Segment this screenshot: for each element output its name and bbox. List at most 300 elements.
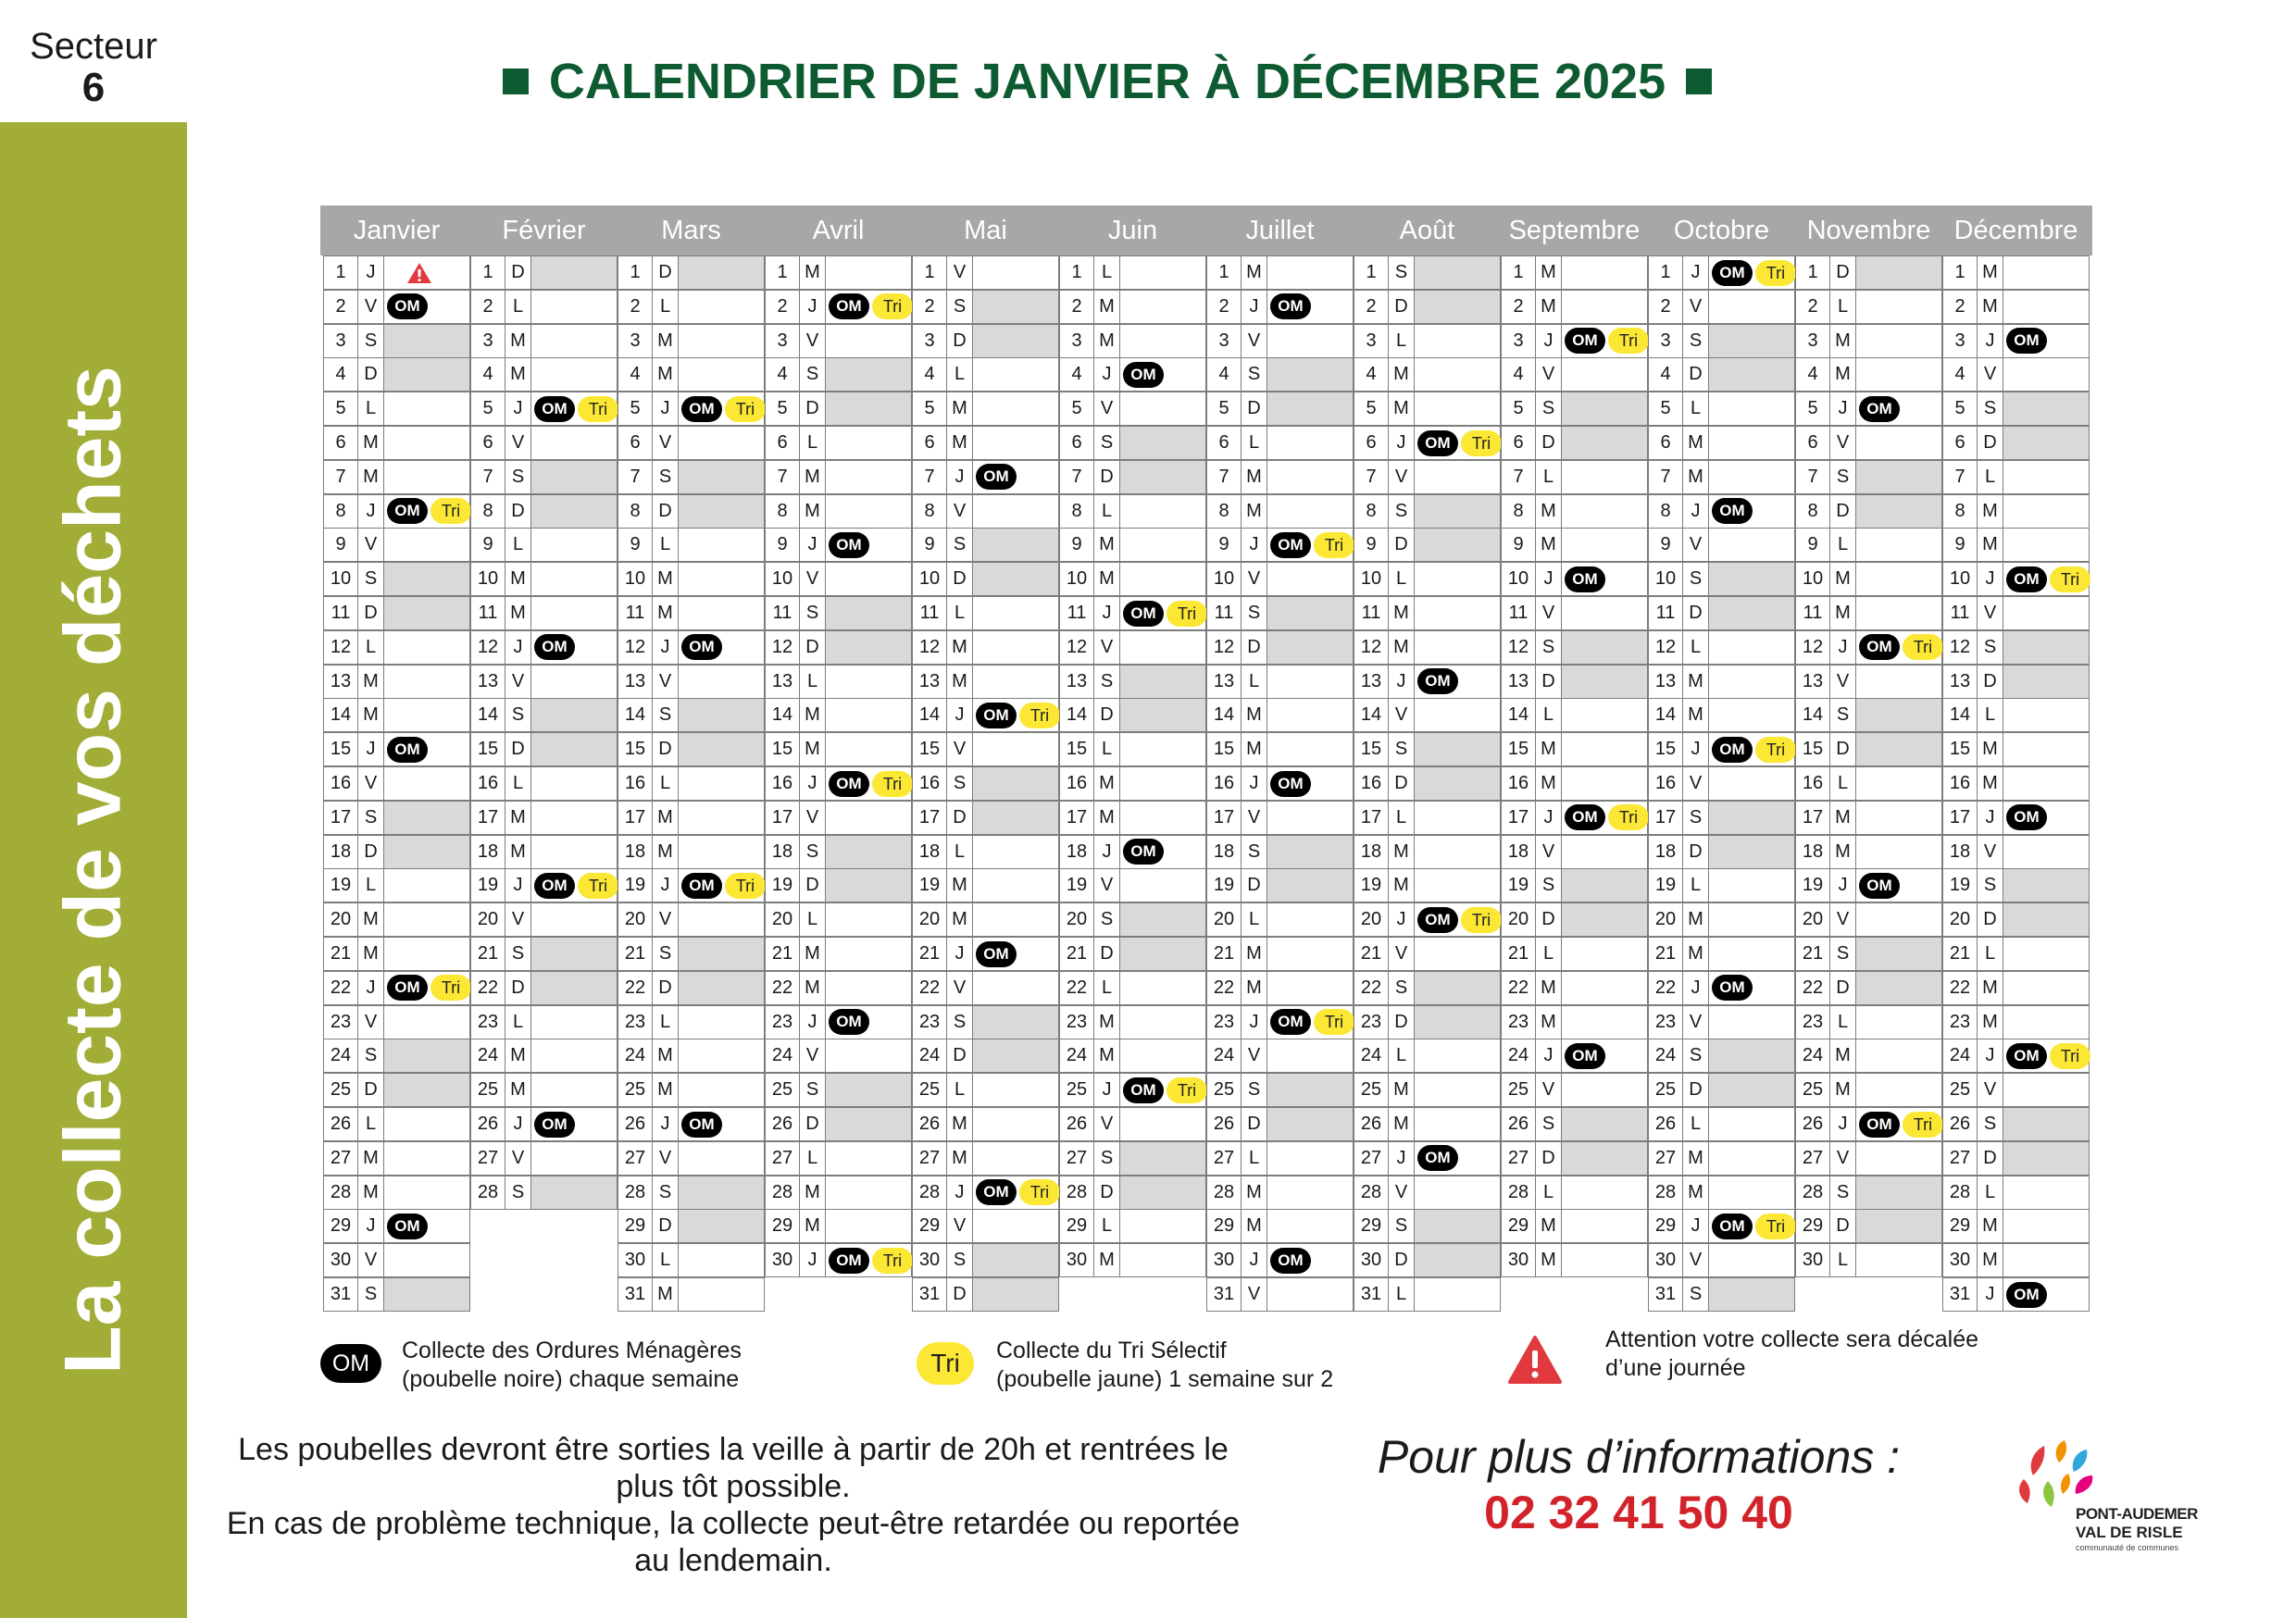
day-number: 23	[913, 1006, 947, 1039]
day-number: 28	[1943, 1176, 1978, 1209]
day-number: 14	[618, 699, 653, 731]
day-row	[1059, 1176, 1206, 1210]
collection-badges	[1857, 767, 1859, 800]
day-number: 26	[324, 1108, 358, 1140]
collection-badges	[680, 1210, 681, 1242]
day-row	[1059, 801, 1206, 835]
day-letter: L	[1683, 392, 1709, 425]
collection-badges	[827, 358, 829, 391]
day-row	[1501, 868, 1648, 902]
collection-badges	[385, 972, 471, 1004]
collection-badges	[1563, 392, 1565, 425]
collection-badges	[827, 529, 869, 561]
sector-label: Secteur	[30, 26, 157, 67]
day-number: 27	[1502, 1142, 1536, 1175]
day-row	[1206, 1073, 1354, 1107]
day-number: 15	[1502, 733, 1536, 765]
month-name: Octobre	[1673, 216, 1770, 245]
collection-badges	[1121, 802, 1123, 834]
collection-badges	[974, 666, 976, 698]
day-letter: J	[505, 631, 531, 664]
day-row	[1942, 698, 2090, 732]
day-number: 12	[1207, 631, 1242, 664]
day-row	[1795, 835, 1942, 869]
day-row	[1795, 255, 1942, 290]
day-row	[912, 357, 1059, 392]
collection-badges	[1710, 903, 1712, 936]
day-letter: J	[1389, 1142, 1415, 1175]
day-number: 15	[1207, 733, 1242, 765]
collection-badges	[1416, 392, 1417, 425]
collection-badges	[1416, 256, 1417, 289]
day-row	[1206, 937, 1354, 971]
day-row	[912, 902, 1059, 937]
day-number: 20	[1796, 903, 1830, 936]
collection-badges	[974, 1074, 976, 1106]
day-letter: S	[800, 1074, 826, 1106]
day-number: 10	[913, 563, 947, 595]
collection-badges	[385, 495, 471, 528]
day-row	[1942, 766, 2090, 801]
om-badge: OM	[1123, 362, 1164, 388]
day-row	[765, 562, 912, 596]
day-row	[1795, 732, 1942, 766]
day-number: 28	[913, 1176, 947, 1209]
day-row	[1501, 357, 1648, 392]
day-number: 3	[1207, 325, 1242, 357]
day-row	[470, 868, 618, 902]
day-number: 13	[1796, 666, 1830, 698]
om-badge: OM	[534, 873, 575, 899]
month-name: Septembre	[1508, 216, 1641, 245]
day-row	[765, 1176, 912, 1210]
day-letter: J	[1242, 291, 1267, 323]
collection-badges	[1710, 256, 1796, 289]
collection-badges	[1563, 972, 1565, 1004]
day-letter: D	[1389, 529, 1415, 561]
collection-badges	[1416, 869, 1417, 902]
collection-badges	[1416, 563, 1417, 595]
day-number: 8	[1207, 495, 1242, 528]
collection-badges	[1563, 699, 1565, 731]
collection-badges	[1121, 1210, 1123, 1242]
day-letter: V	[947, 733, 973, 765]
day-row	[1648, 835, 1795, 869]
day-letter: M	[1978, 529, 2003, 561]
day-row	[765, 937, 912, 971]
day-letter: L	[1242, 427, 1267, 459]
day-row	[912, 392, 1059, 426]
day-letter: M	[653, 1278, 679, 1311]
day-number: 9	[324, 529, 358, 561]
day-row	[1795, 1073, 1942, 1107]
day-letter: M	[947, 903, 973, 936]
collection-badges	[2004, 1108, 2006, 1140]
collection-badges	[2004, 938, 2006, 970]
collection-badges	[1563, 563, 1605, 595]
collection-badges	[1710, 938, 1712, 970]
day-row	[1059, 290, 1206, 324]
day-row	[470, 801, 618, 835]
collection-badges	[1121, 938, 1123, 970]
day-number: 30	[1354, 1244, 1389, 1276]
day-row	[1501, 766, 1648, 801]
day-number: 23	[1207, 1006, 1242, 1039]
day-number: 25	[1943, 1074, 1978, 1106]
day-row	[470, 698, 618, 732]
collection-badges	[532, 1039, 534, 1072]
day-row	[618, 357, 765, 392]
om-badge: OM	[1270, 532, 1311, 558]
collection-badges	[1416, 325, 1417, 357]
day-row	[1354, 1176, 1501, 1210]
day-row	[1795, 528, 1942, 562]
collection-badges	[827, 733, 829, 765]
collection-badges	[385, 733, 428, 765]
day-number: 1	[618, 256, 653, 289]
day-letter: L	[1094, 495, 1120, 528]
day-letter: D	[1683, 597, 1709, 629]
day-row	[1206, 1141, 1354, 1176]
day-letter: V	[1242, 1039, 1267, 1072]
day-letter: S	[1978, 631, 2003, 664]
logo-line2: VAL DE RISLE	[2076, 1524, 2183, 1541]
collection-badges	[2004, 767, 2006, 800]
day-number: 16	[1207, 767, 1242, 800]
legend-om	[320, 1331, 839, 1396]
day-row	[323, 290, 470, 324]
om-badge: OM	[976, 941, 1017, 967]
collection-badges	[1857, 666, 1859, 698]
day-row	[1354, 937, 1501, 971]
day-row	[1206, 868, 1354, 902]
collection-badges	[1268, 1142, 1270, 1175]
day-row	[912, 971, 1059, 1005]
day-row	[1942, 1107, 2090, 1141]
day-letter: L	[1683, 631, 1709, 664]
day-row	[1501, 494, 1648, 529]
day-row	[1648, 426, 1795, 460]
collection-badges	[2004, 597, 2006, 629]
collection-badges	[1710, 563, 1712, 595]
day-number: 2	[1060, 291, 1094, 323]
day-row	[323, 357, 470, 392]
day-number: 14	[1060, 699, 1094, 731]
month-name: Mai	[964, 216, 1007, 245]
day-letter: M	[1242, 733, 1267, 765]
collection-badges	[532, 291, 534, 323]
day-row	[765, 801, 912, 835]
day-number: 27	[618, 1142, 653, 1175]
day-number: 22	[1502, 972, 1536, 1004]
day-row	[470, 902, 618, 937]
day-row	[765, 494, 912, 529]
collection-badges	[1857, 1006, 1859, 1039]
day-number: 2	[1649, 291, 1683, 323]
day-letter: V	[800, 1039, 826, 1072]
day-row	[323, 732, 470, 766]
collection-badges	[974, 563, 976, 595]
day-letter: D	[1830, 1210, 1856, 1242]
collection-badges	[385, 427, 387, 459]
legend-warning	[1507, 1322, 2026, 1396]
day-number: 3	[1060, 325, 1094, 357]
day-number: 24	[1502, 1039, 1536, 1072]
day-row	[470, 1176, 618, 1210]
day-letter: M	[653, 597, 679, 629]
om-badge: OM	[829, 1009, 869, 1035]
collection-badges	[2004, 836, 2006, 868]
day-letter: V	[1978, 836, 2003, 868]
day-number: 7	[1649, 461, 1683, 493]
collection-badges	[974, 1006, 976, 1039]
day-letter: V	[1830, 1142, 1856, 1175]
day-row	[323, 1039, 470, 1073]
day-letter: D	[1830, 733, 1856, 765]
day-number: 12	[618, 631, 653, 664]
collection-badges	[385, 666, 387, 698]
om-badge-icon: OM	[320, 1344, 381, 1383]
day-letter: J	[358, 495, 384, 528]
day-number: 14	[1207, 699, 1242, 731]
day-number: 21	[1502, 938, 1536, 970]
day-letter: D	[800, 869, 826, 902]
day-row	[1354, 1243, 1501, 1277]
day-row	[1648, 392, 1795, 426]
day-letter: J	[800, 1006, 826, 1039]
day-number: 20	[913, 903, 947, 936]
collection-badges	[2004, 972, 2006, 1004]
om-badge: OM	[2006, 328, 2047, 354]
day-letter: M	[1978, 256, 2003, 289]
day-letter: M	[1094, 1006, 1120, 1039]
om-badge: OM	[1565, 1043, 1605, 1069]
day-row	[618, 1005, 765, 1039]
day-row	[912, 1005, 1059, 1039]
day-row	[912, 698, 1059, 732]
collection-badges	[1268, 1108, 1270, 1140]
sidebar	[0, 0, 187, 1618]
day-row	[1795, 665, 1942, 699]
day-letter: M	[1094, 1244, 1120, 1276]
day-row	[1648, 971, 1795, 1005]
om-badge: OM	[387, 1214, 428, 1239]
day-letter: M	[1536, 733, 1562, 765]
day-row	[765, 1243, 912, 1277]
collection-badges	[1563, 938, 1565, 970]
month-name: Août	[1399, 216, 1455, 245]
day-number: 10	[1354, 563, 1389, 595]
collection-badges	[680, 903, 681, 936]
tri-badge: Tri	[578, 873, 618, 899]
day-row	[618, 732, 765, 766]
day-row	[618, 255, 765, 290]
day-number: 5	[1943, 392, 1978, 425]
collection-badges	[1268, 972, 1270, 1004]
day-letter: V	[653, 427, 679, 459]
day-letter: M	[505, 802, 531, 834]
day-number: 29	[1649, 1210, 1683, 1242]
day-number: 16	[618, 767, 653, 800]
day-row	[618, 1277, 765, 1312]
day-letter: D	[358, 358, 384, 391]
day-number: 5	[1207, 392, 1242, 425]
day-letter: M	[358, 1176, 384, 1209]
day-letter: D	[1978, 903, 2003, 936]
day-row	[1942, 665, 2090, 699]
day-row	[765, 630, 912, 665]
day-row	[1059, 1107, 1206, 1141]
day-number: 6	[1649, 427, 1683, 459]
day-number: 27	[1943, 1142, 1978, 1175]
day-row	[470, 971, 618, 1005]
day-number: 22	[1354, 972, 1389, 1004]
title-square-left-icon	[503, 68, 529, 94]
day-number: 21	[1649, 938, 1683, 970]
collection-badges	[1710, 358, 1712, 391]
collection-badges	[1710, 529, 1712, 561]
day-letter: M	[1683, 1142, 1709, 1175]
day-row	[1795, 392, 1942, 426]
day-number: 9	[1354, 529, 1389, 561]
day-row	[1648, 324, 1795, 358]
day-letter: J	[358, 1210, 384, 1242]
day-number: 12	[1649, 631, 1683, 664]
day-row	[1942, 732, 2090, 766]
day-row	[1795, 324, 1942, 358]
collection-badges	[385, 529, 387, 561]
day-number: 1	[471, 256, 505, 289]
day-letter: M	[358, 461, 384, 493]
day-number: 30	[1796, 1244, 1830, 1276]
day-letter: D	[1242, 392, 1267, 425]
day-letter: M	[358, 427, 384, 459]
day-letter: L	[1830, 1006, 1856, 1039]
day-letter: S	[653, 938, 679, 970]
collection-badges	[1857, 699, 1859, 731]
day-letter: S	[1830, 699, 1856, 731]
day-number: 22	[1796, 972, 1830, 1004]
info-phone: 02 32 41 50 40	[1484, 1487, 1793, 1538]
day-letter: S	[1242, 597, 1267, 629]
day-letter: V	[1389, 938, 1415, 970]
day-number: 31	[913, 1278, 947, 1311]
day-number: 25	[1060, 1074, 1094, 1106]
day-letter: V	[1094, 1108, 1120, 1140]
day-letter: J	[1683, 972, 1709, 1004]
om-badge: OM	[1123, 1077, 1164, 1103]
day-letter: S	[947, 291, 973, 323]
day-row	[1942, 255, 2090, 290]
day-letter: M	[947, 1108, 973, 1140]
collection-badges	[680, 427, 681, 459]
day-row	[470, 630, 618, 665]
collection-badges	[974, 325, 976, 357]
day-number: 12	[766, 631, 800, 664]
day-row	[1942, 630, 2090, 665]
logo-line3: communauté de communes	[2076, 1543, 2179, 1552]
day-row	[1942, 460, 2090, 494]
tri-badge: Tri	[1461, 430, 1502, 456]
collection-badges	[974, 1108, 976, 1140]
collection-badges	[1857, 1244, 1859, 1276]
collection-badges	[1121, 461, 1123, 493]
day-row	[1648, 1141, 1795, 1176]
collection-badges	[974, 802, 976, 834]
day-row	[912, 801, 1059, 835]
day-letter: V	[653, 1142, 679, 1175]
collection-badges	[532, 392, 618, 425]
collection-badges	[1121, 666, 1123, 698]
day-row	[1059, 1073, 1206, 1107]
collection-badges	[2004, 325, 2047, 357]
day-letter: V	[1536, 597, 1562, 629]
day-letter: S	[947, 767, 973, 800]
day-row	[1648, 868, 1795, 902]
collection-badges	[1563, 1176, 1565, 1209]
day-letter: D	[1830, 972, 1856, 1004]
day-row	[323, 971, 470, 1005]
day-row	[1942, 392, 2090, 426]
collection-badges	[1121, 869, 1123, 902]
collection-badges	[1710, 1006, 1712, 1039]
day-number: 16	[471, 767, 505, 800]
collection-badges	[1710, 631, 1712, 664]
collection-badges	[974, 597, 976, 629]
day-number: 14	[1502, 699, 1536, 731]
om-badge: OM	[1123, 601, 1164, 627]
day-row	[323, 255, 470, 290]
collection-badges	[1857, 291, 1859, 323]
day-letter: D	[505, 972, 531, 1004]
tri-badge: Tri	[1314, 1009, 1354, 1035]
day-letter: V	[1094, 869, 1120, 902]
day-row	[1206, 1176, 1354, 1210]
day-number: 7	[1796, 461, 1830, 493]
day-row	[765, 1073, 912, 1107]
day-letter: M	[505, 597, 531, 629]
day-row	[1206, 630, 1354, 665]
day-letter: M	[1094, 1039, 1120, 1072]
day-number: 7	[766, 461, 800, 493]
day-number: 13	[618, 666, 653, 698]
om-badge: OM	[681, 634, 722, 660]
day-row	[912, 1141, 1059, 1176]
collection-badges	[385, 767, 387, 800]
collection-badges	[1563, 1039, 1605, 1072]
day-row	[765, 732, 912, 766]
collection-badges	[974, 1176, 1060, 1209]
day-letter: D	[1389, 1006, 1415, 1039]
day-number: 4	[324, 358, 358, 391]
day-number: 2	[766, 291, 800, 323]
day-letter: D	[1242, 869, 1267, 902]
om-badge: OM	[534, 1112, 575, 1138]
collection-badges	[680, 1006, 681, 1039]
day-letter: V	[1242, 325, 1267, 357]
collection-badges	[974, 869, 976, 902]
day-row	[1059, 357, 1206, 392]
collection-badges	[1710, 836, 1712, 868]
day-letter: J	[1242, 1244, 1267, 1276]
day-letter: S	[1389, 972, 1415, 1004]
legend-tri-line1: Collecte du Tri Sélectif	[996, 1338, 1227, 1363]
day-row	[1942, 1243, 2090, 1277]
day-row	[618, 835, 765, 869]
day-number: 25	[1207, 1074, 1242, 1106]
day-letter: M	[1683, 427, 1709, 459]
day-number: 6	[1207, 427, 1242, 459]
